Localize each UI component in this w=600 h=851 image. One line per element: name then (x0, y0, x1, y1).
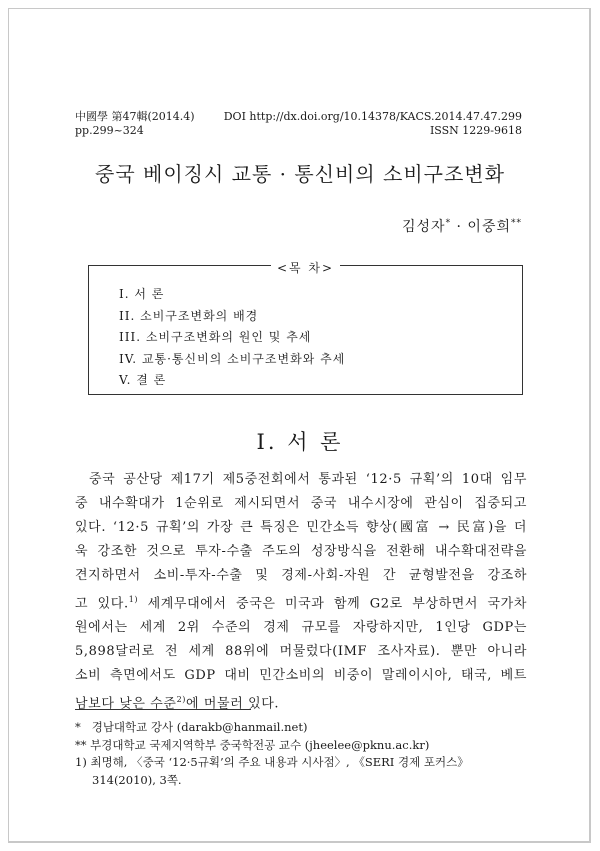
footnote-item (75, 754, 545, 772)
body-line (75, 688, 527, 716)
body-line: 욱 강조한 것으로 투자-수출 주도의 성장방식을 전환해 내수확대전략을 (75, 544, 527, 559)
body-line: 중 내수확대가 1순위로 제시되면서 중국 내수시장에 관심이 집중되고 (75, 496, 527, 511)
toc-heading: <목 차> (271, 261, 340, 275)
footnote-mark: * (75, 720, 81, 734)
author-2-mark: ** (511, 218, 522, 229)
body-text-segment: 고 있다. (75, 596, 129, 612)
footnote-ref-2[interactable]: 2) (176, 695, 186, 705)
footnote-divider (75, 709, 251, 710)
body-text-segment: 남보다 낮은 수준 (75, 696, 177, 712)
author-line (402, 216, 522, 236)
body-line: 견지하면서 소비-투자-수출 및 경제-사회-자원 간 균형발전을 강조하 (75, 568, 527, 583)
toc-list (119, 284, 345, 392)
author-1-mark: * (445, 218, 452, 229)
footnote-item (75, 737, 545, 755)
toc-item: V. 결 론 (119, 373, 167, 387)
footnote-text: 최명해, 〈중국 ‘12·5규획’의 주요 내용과 시사점〉, 《SERI 경제 포커스》 (90, 755, 469, 769)
footnotes (75, 719, 545, 789)
body-line: 중국 공산당 제17기 제5중전회에서 통과된 ‘12·5 규획’의 10대 임무 (89, 472, 527, 487)
toc-item: III. 소비구조변화의 원인 및 추세 (119, 330, 312, 344)
table-of-contents (88, 261, 523, 395)
doi-header (224, 110, 522, 138)
footnote-mark: ** (75, 737, 87, 752)
body-text-segment: 세계무대에서 중국은 미국과 함께 G2로 부상하면서 국가차 (147, 596, 527, 612)
section-heading: I. 서 론 (256, 430, 344, 454)
footnote-ref-1[interactable]: 1) (128, 595, 139, 604)
paper-title: 중국 베이징시 교통 · 통신비의 소비구조변화 (95, 162, 505, 186)
page-range: pp.299~324 (75, 124, 144, 137)
toc-item: II. 소비구조변화의 배경 (119, 308, 259, 323)
toc-item: IV. 교통·통신비의 소비구조변화와 추세 (119, 351, 346, 366)
footnote-text: 부경대학교 국제지역학부 중국학전공 교수 (jheelee@pknu.ac.kr) (90, 737, 430, 752)
author-2: 이중희 (467, 219, 511, 235)
footnote-continuation: 314(2010), 3쪽. (92, 772, 182, 787)
body-paragraph (75, 468, 527, 717)
body-line: 있다. ‘12·5 규획’의 가장 큰 특징은 민간소득 향상(國富 → 民富)을 더 (75, 520, 527, 535)
body-line (75, 588, 527, 616)
body-line: 소비 측면에서도 GDP 대비 민간소비의 비중이 말레이시아, 태국, 베트 (75, 668, 527, 684)
journal-header (75, 110, 195, 138)
footnote-text: 경남대학교 강사 (darakb@hanmail.net) (91, 720, 308, 734)
author-separator: · (451, 219, 468, 235)
footnote-mark: 1) (75, 755, 87, 769)
issn: ISSN 1229-9618 (429, 124, 522, 137)
author-1: 김성자 (401, 219, 446, 235)
body-line: 5,898달러로 전 세계 88위에 머물렀다(IMF 조사자료). 뿐만 아니라 (75, 644, 527, 660)
footnote-item (75, 719, 545, 737)
body-line: 원에서는 세계 2위 수준의 경제 규모를 자랑하지만, 1인당 GDP는 (75, 620, 527, 636)
toc-item: I. 서 론 (119, 287, 165, 301)
journal-name: 中國學 第47輯(2014.4) (75, 110, 195, 123)
doi-link[interactable]: DOI http://dx.doi.org/10.14378/KACS.2014.47.47.299 (223, 110, 522, 123)
body-text-segment: 에 머물러 있다. (186, 696, 280, 712)
